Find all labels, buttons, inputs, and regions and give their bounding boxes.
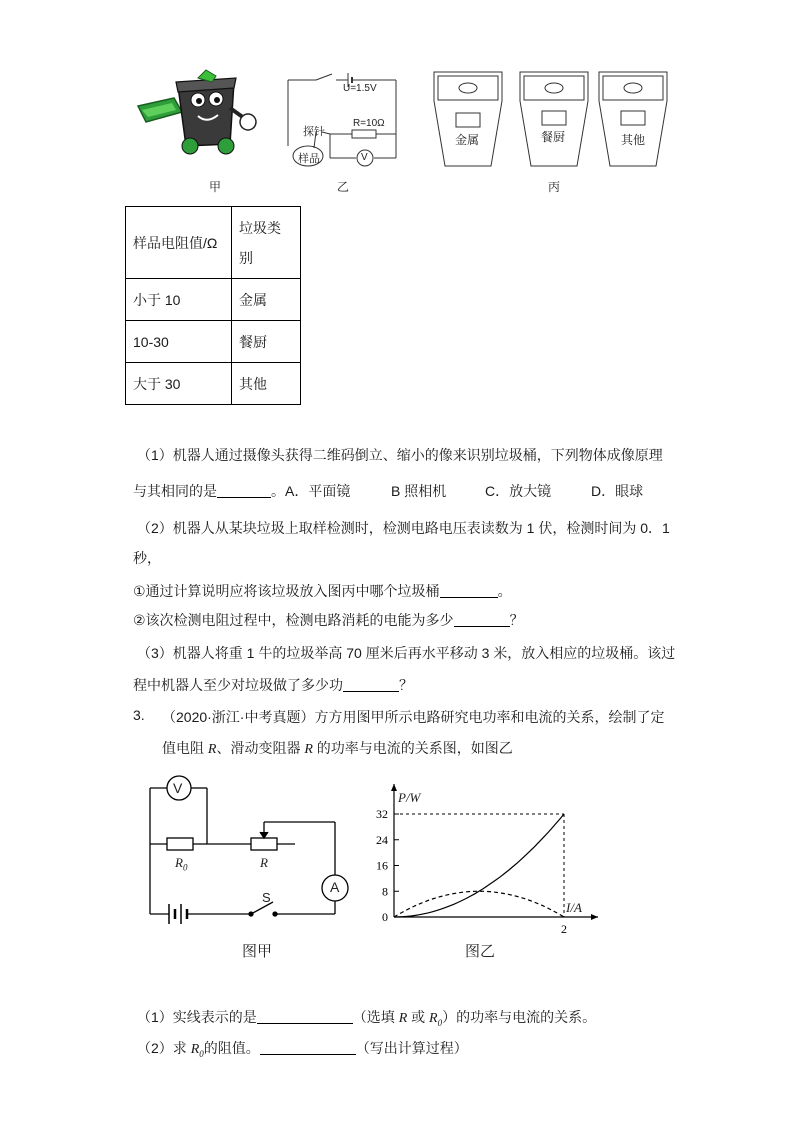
y-tick-label: 8 <box>382 884 388 899</box>
y-tick-label: 0 <box>382 910 388 924</box>
graph-xlabel: I/A <box>566 900 582 915</box>
table-cell-type: 其他 <box>232 363 301 405</box>
q3-line1: （3）机器人将重 1 牛的垃圾举高 70 厘米后再水平移动 3 米，放入相应的垃圾桶。该过 <box>137 645 676 661</box>
y-tick-label: 24 <box>376 832 388 847</box>
answer-blank[interactable] <box>260 1054 356 1055</box>
problem3-number: 3. <box>133 707 145 723</box>
answer-blank[interactable] <box>217 497 271 498</box>
sample-label: 样品 <box>298 153 320 165</box>
resistor-label: R=10Ω <box>353 118 385 129</box>
answer-blank[interactable] <box>257 1023 353 1024</box>
r0-label: $R_0$ <box>175 855 188 873</box>
dashed-power-curve <box>394 891 564 917</box>
battery-voltage-label: U=1.5V <box>343 83 377 94</box>
bin-other-label: 其他 <box>621 133 646 147</box>
table-row <box>126 321 301 363</box>
table-cell-type: 金属 <box>232 279 301 321</box>
caption-yi: 乙 <box>337 180 350 194</box>
q1-option-c: C．放大镜 <box>485 483 552 499</box>
q2-line2: 秒， <box>133 550 161 566</box>
problem3-line2: 值电阻 R、滑动变阻器 R 的功率与电流的关系图，如图乙 <box>162 740 513 757</box>
table-row <box>126 279 301 321</box>
y-tick-label: 16 <box>376 858 388 873</box>
bin-other <box>598 71 668 167</box>
bin-kitchen-label: 餐厨 <box>541 130 566 144</box>
q1-option-b: B 照相机 <box>391 483 447 499</box>
robot-figure <box>136 68 266 160</box>
solid-power-curve <box>394 814 564 917</box>
x-tick-label: 2 <box>561 922 567 936</box>
q1-option-d: D．眼球 <box>591 483 644 499</box>
q2-sub1: ①通过计算说明应将该垃圾放入图丙中哪个垃圾桶 。 <box>133 583 512 599</box>
probe-label: 探针 <box>303 126 325 138</box>
answer-blank[interactable] <box>440 597 498 598</box>
q2-sub2: ②该次检测电阻过程中，检测电路消耗的电能为多少 ？ <box>133 612 524 628</box>
p3-q1-line: （1）实线表示的是 （选填 R 或 $R_0$）的功率与电流的关系。 <box>137 1009 597 1028</box>
y-tick-label: 32 <box>376 807 388 821</box>
q1-line1: （1）机器人通过摄像头获得二维码倒立、缩小的像来识别垃圾桶，下列物体成像原理 <box>137 447 663 463</box>
voltmeter-label: V <box>361 152 368 163</box>
graph-ylabel: P/W <box>398 790 421 805</box>
experiment-circuit <box>145 772 355 932</box>
x-axis-arrow <box>591 914 598 920</box>
y-axis-arrow <box>391 784 397 791</box>
graph-caption-tu-yi: 图乙 <box>465 943 496 960</box>
problem3-line1: （2020·浙江·中考真题）方方用图甲所示电路研究电功率和电流的关系，绘制了定 <box>162 709 665 725</box>
q2-line1: （2）机器人从某块垃圾上取样检测时，检测电路电压表读数为 1 伏，检测时间为 0．1 <box>137 520 670 536</box>
bin-metal-label: 金属 <box>455 133 480 147</box>
q3-line2: 程中机器人至少对垃圾做了多少功 ？ <box>133 677 413 693</box>
r-label: R <box>260 855 268 870</box>
p3-q2-line: （2）求 $R_0$的阻值。 （写出计算过程） <box>137 1040 468 1059</box>
bin-kitchen <box>519 71 589 167</box>
table-cell-range: 小于 10 <box>126 279 232 321</box>
voltmeter-symbol: V <box>173 780 183 796</box>
caption-jia: 甲 <box>209 180 222 194</box>
switch-label: S <box>262 890 271 905</box>
table-header-row <box>126 207 301 279</box>
q1-line2: 与其相同的是 。A．平面镜 <box>133 483 351 499</box>
table-header-resistance: 样品电阻值/Ω <box>126 207 232 279</box>
table-cell-range: 大于 30 <box>126 363 232 405</box>
table-row <box>126 363 301 405</box>
bin-metal <box>433 71 503 167</box>
caption-bing: 丙 <box>548 180 561 194</box>
classification-table <box>125 206 301 405</box>
table-header-type: 垃圾类 别 <box>232 207 301 279</box>
ammeter-symbol: A <box>330 879 340 895</box>
table-cell-range: 10-30 <box>126 321 232 363</box>
caption-tu-jia: 图甲 <box>242 943 273 960</box>
answer-blank[interactable] <box>454 626 510 627</box>
table-cell-type: 餐厨 <box>232 321 301 363</box>
answer-blank[interactable] <box>343 691 399 692</box>
